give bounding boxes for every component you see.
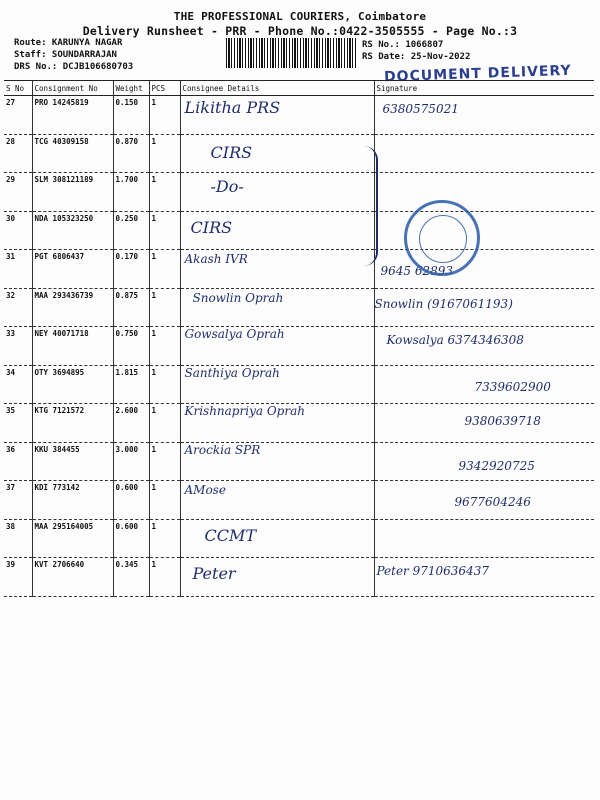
row-signature-cell (374, 134, 594, 173)
row-consignee-details: Snowlin Oprah (192, 290, 284, 305)
row-consignee-cell (180, 288, 374, 327)
row-consignee-details: Krishnapriya Oprah (184, 404, 305, 418)
row-consignee-cell (180, 442, 374, 481)
row-consignment-no: TCG 40309158 (32, 134, 113, 173)
col-header-pcs: PCS (149, 81, 180, 96)
row-weight: 3.000 (113, 442, 149, 481)
row-signature-cell (374, 250, 594, 289)
row-consignee-cell (180, 327, 374, 366)
row-weight: 0.170 (113, 250, 149, 289)
row-signature-cell (374, 481, 594, 520)
table-row (4, 481, 594, 520)
row-pcs: 1 (149, 442, 180, 481)
row-consignee-cell (180, 404, 374, 443)
row-consignment-no: KVT 2706640 (32, 558, 113, 597)
row-consignee-details: AMose (184, 483, 226, 497)
row-pcs: 1 (149, 519, 180, 558)
row-weight: 0.250 (113, 211, 149, 250)
row-weight: 0.870 (113, 134, 149, 173)
col-header-consignee: Consignee Details (180, 81, 374, 96)
table-row (4, 519, 594, 558)
rs-number: RS No.: 1066807 (362, 40, 444, 50)
row-signature-cell (374, 288, 594, 327)
row-consignee-cell (180, 481, 374, 520)
row-signature-cell (374, 442, 594, 481)
row-signature-cell (374, 558, 594, 597)
rs-date: RS Date: 25-Nov-2022 (362, 52, 471, 62)
row-consignee-details: Akash IVR (184, 252, 248, 266)
row-pcs: 1 (149, 481, 180, 520)
row-sno: 35 (4, 404, 32, 443)
row-consignee-details: Gowsalya Oprah (184, 327, 285, 341)
table-row (4, 211, 594, 250)
row-signature: 6380575021 (382, 102, 459, 116)
row-weight: 0.600 (113, 481, 149, 520)
row-weight: 0.600 (113, 519, 149, 558)
runsheet-table (4, 80, 594, 597)
row-consignment-no: PRO 14245819 (32, 96, 113, 135)
row-sno: 31 (4, 250, 32, 289)
table-row (4, 327, 594, 366)
table-row (4, 173, 594, 212)
table-row (4, 558, 594, 597)
col-header-signature: Signature (374, 81, 594, 96)
row-signature-cell (374, 96, 594, 135)
row-weight: 1.700 (113, 173, 149, 212)
row-consignee-details: -Do- (210, 177, 244, 196)
row-consignment-no: KKU 384455 (32, 442, 113, 481)
row-signature-cell (374, 365, 594, 404)
drs-number: DRS No.: DCJB106680703 (14, 62, 134, 72)
table-row (4, 250, 594, 289)
institution-seal (404, 200, 480, 276)
row-consignment-no: PGT 6806437 (32, 250, 113, 289)
row-consignment-no: MAA 295164005 (32, 519, 113, 558)
row-consignee-details: Peter (192, 564, 236, 583)
barcode-image (226, 38, 358, 68)
row-pcs: 1 (149, 327, 180, 366)
row-consignment-no: KTG 7121572 (32, 404, 113, 443)
staff-label: Staff: SOUNDARRAJAN (14, 50, 117, 60)
row-weight: 0.150 (113, 96, 149, 135)
row-consignee-cell (180, 173, 374, 212)
row-sno: 33 (4, 327, 32, 366)
col-header-weight: Weight (113, 81, 149, 96)
row-consignment-no: NEY 40071718 (32, 327, 113, 366)
row-consignment-no: NDA 105323250 (32, 211, 113, 250)
row-consignee-details: CIRS (190, 217, 233, 237)
row-consignee-details: CCMT (204, 525, 257, 545)
company-title: THE PROFESSIONAL COURIERS, Coimbatore (173, 10, 427, 23)
row-sno: 28 (4, 134, 32, 173)
row-signature-cell (374, 327, 594, 366)
row-signature: Peter 9710636437 (376, 564, 489, 578)
runsheet-subtitle: Delivery Runsheet - PRR - Phone No.:0422-3505555 - Page No.:3 (82, 24, 518, 38)
row-consignee-cell (180, 558, 374, 597)
row-consignment-no: MAA 293436739 (32, 288, 113, 327)
table-row (4, 288, 594, 327)
table-row (4, 404, 594, 443)
row-weight: 2.600 (113, 404, 149, 443)
row-consignee-cell (180, 96, 374, 135)
row-signature-cell (374, 404, 594, 443)
table-row (4, 365, 594, 404)
row-consignee-details: Likitha PRS (184, 98, 281, 117)
row-pcs: 1 (149, 211, 180, 250)
row-sno: 39 (4, 558, 32, 597)
row-pcs: 1 (149, 558, 180, 597)
row-consignee-cell (180, 211, 374, 250)
row-consignee-details: Santhiya Oprah (184, 365, 280, 380)
row-consignee-details: CIRS (210, 142, 253, 162)
row-sno: 27 (4, 96, 32, 135)
table-row (4, 96, 594, 135)
row-signature: Kowsalya 6374346308 (386, 333, 524, 347)
col-header-consignment: Consignment No (32, 81, 113, 96)
row-sno: 36 (4, 442, 32, 481)
row-signature: 9645 62893 (380, 264, 454, 278)
row-consignment-no: KDI 773142 (32, 481, 113, 520)
row-signature: 7339602900 (474, 379, 551, 394)
row-consignee-cell (180, 250, 374, 289)
row-sno: 38 (4, 519, 32, 558)
row-sno: 29 (4, 173, 32, 212)
row-weight: 0.875 (113, 288, 149, 327)
row-consignee-cell (180, 134, 374, 173)
row-sno: 32 (4, 288, 32, 327)
row-pcs: 1 (149, 173, 180, 212)
row-pcs: 1 (149, 96, 180, 135)
row-signature: 9380639718 (464, 414, 541, 428)
row-signature-cell (374, 173, 594, 212)
row-consignee-cell (180, 365, 374, 404)
row-sno: 37 (4, 481, 32, 520)
row-signature-cell (374, 519, 594, 558)
row-sno: 34 (4, 365, 32, 404)
table-header-row (4, 81, 594, 96)
document-delivery-stamp: DOCUMENT DELIVERY (383, 62, 572, 86)
row-signature: 9342920725 (458, 458, 535, 473)
row-signature: 9677604246 (454, 495, 531, 509)
table-row (4, 442, 594, 481)
row-weight: 1.815 (113, 365, 149, 404)
row-pcs: 1 (149, 134, 180, 173)
row-sno: 30 (4, 211, 32, 250)
row-pcs: 1 (149, 365, 180, 404)
row-consignee-details: Arockia SPR (184, 442, 261, 457)
bracket-mark (362, 146, 378, 266)
row-consignee-cell (180, 519, 374, 558)
row-pcs: 1 (149, 288, 180, 327)
row-weight: 0.750 (113, 327, 149, 366)
row-weight: 0.345 (113, 558, 149, 597)
row-consignment-no: SLM 308121189 (32, 173, 113, 212)
col-header-sno: S No (4, 81, 32, 96)
row-signature: Snowlin (9167061193) (374, 296, 513, 311)
row-pcs: 1 (149, 250, 180, 289)
row-consignment-no: OTY 3694895 (32, 365, 113, 404)
route-label: Route: KARUNYA NAGAR (14, 38, 123, 48)
row-pcs: 1 (149, 404, 180, 443)
table-row (4, 134, 594, 173)
